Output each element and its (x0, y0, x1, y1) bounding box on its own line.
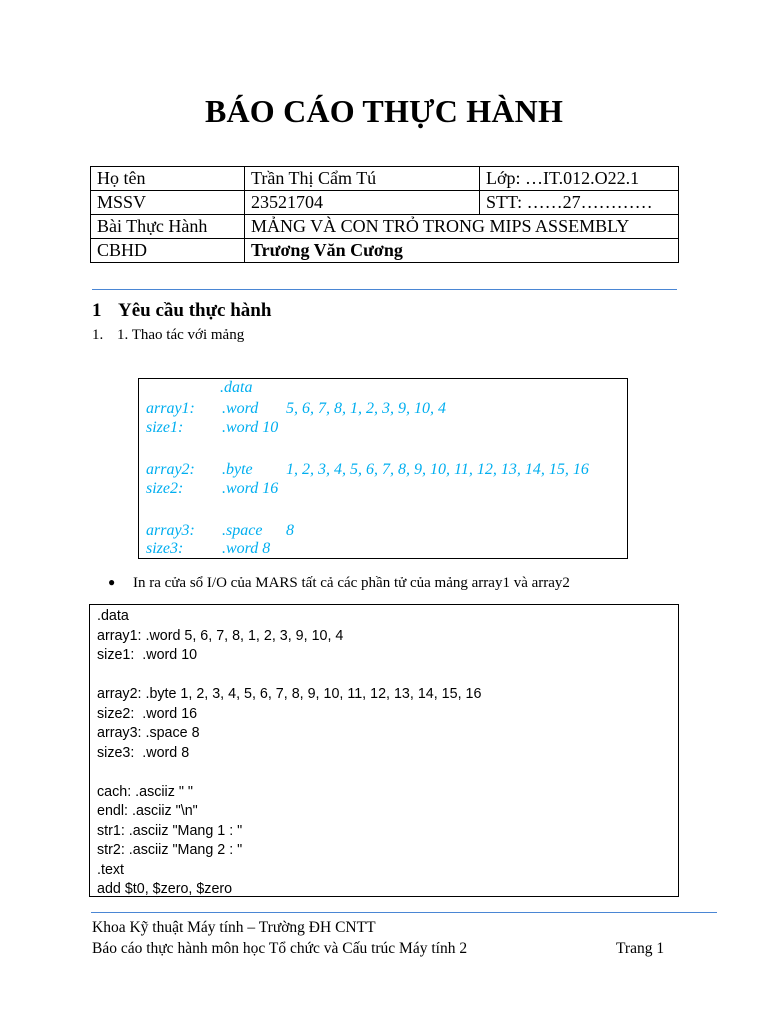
code-line: endl: .asciiz "\n" (97, 803, 198, 819)
student-id-value: 23521704 (245, 191, 480, 215)
code-line: array1: .word 5, 6, 7, 8, 1, 2, 3, 9, 10, 4 (97, 627, 344, 644)
code-label: array1: (146, 400, 195, 417)
name-label: Họ tên (91, 167, 245, 191)
code-line: size1: .word 10 (97, 647, 198, 663)
table-row (91, 215, 679, 239)
student-id-label: MSSV (91, 191, 245, 215)
code-line: add $t0, $zero, $zero (97, 881, 233, 897)
section-number: 1 (92, 300, 102, 321)
code-values: 1, 2, 3, 4, 5, 6, 7, 8, 9, 10, 11, 12, 13, 14, 15, 16 (286, 461, 589, 478)
list-number: 1. (92, 327, 104, 343)
code-directive: .word 8 (222, 540, 271, 557)
document-title: BÁO CÁO THỰC HÀNH (204, 93, 564, 129)
code-line: cach: .asciiz " " (97, 783, 193, 800)
footer-course: Báo cáo thực hành môn học Tổ chức và Cấu trúc Máy tính 2 (92, 940, 468, 957)
lab-value: MẢNG VÀ CON TRỎ TRONG MIPS ASSEMBLY (245, 215, 679, 239)
code-line: str2: .asciiz "Mang 2 : " (97, 842, 243, 858)
bullet-text: In ra cửa sổ I/O của MARS tất cả các phần tử của mảng array1 và array2 (133, 575, 570, 591)
name-value: Trần Thị Cẩm Tú (245, 167, 480, 191)
code-line (97, 763, 481, 783)
code-line: .text (97, 861, 125, 878)
footer-divider (91, 912, 717, 913)
table-row (91, 191, 679, 215)
list-item (92, 327, 244, 344)
code-directive: .word (222, 400, 259, 417)
bullet-icon: ● (108, 575, 116, 589)
student-info-table (90, 166, 679, 263)
code-line: .data (97, 608, 129, 624)
header-divider (92, 289, 677, 290)
code-line: array2: .byte 1, 2, 3, 4, 5, 6, 7, 8, 9, 10, 11, 12, 13, 14, 15, 16 (97, 686, 482, 702)
source-code-box (89, 604, 679, 897)
code-line: str1: .asciiz "Mang 1 : " (97, 822, 243, 839)
lab-label: Bài Thực Hành (91, 215, 245, 239)
stt-value: STT: ……27………… (480, 191, 679, 215)
code-label: size2: (146, 480, 184, 497)
code-label: array2: (146, 461, 195, 478)
page-number: Trang 1 (616, 940, 665, 957)
code-directive: .word 16 (222, 480, 279, 497)
bullet-item (108, 575, 570, 592)
code-values: 5, 6, 7, 8, 1, 2, 3, 9, 10, 4 (286, 400, 446, 417)
code-label: size1: (146, 419, 184, 436)
code-directive: .word 10 (222, 419, 279, 436)
code-directive: .byte (222, 461, 253, 478)
code-line: size2: .word 16 (97, 705, 198, 722)
code-label: size3: (146, 540, 184, 557)
section-heading (92, 300, 271, 322)
class-value: Lớp: …IT.012.O22.1 (480, 167, 679, 191)
table-row (91, 239, 679, 263)
code-values: 8 (286, 522, 294, 539)
section-title: Yêu cầu thực hành (118, 300, 272, 321)
code-line: size3: .word 8 (97, 744, 190, 761)
list-text: 1. Thao tác với mảng (117, 327, 245, 343)
table-row (91, 167, 679, 191)
data-declaration-code-box (138, 378, 628, 559)
instructor-label: CBHD (91, 239, 245, 263)
code-line: array3: .space 8 (97, 725, 200, 741)
code-label: array3: (146, 522, 195, 539)
code-directive: .space (222, 522, 263, 539)
code-directive: .data (220, 379, 253, 396)
footer-faculty: Khoa Kỹ thuật Máy tính – Trường ĐH CNTT (92, 919, 376, 936)
instructor-value: Trương Văn Cương (245, 239, 679, 263)
code-line (97, 666, 481, 686)
